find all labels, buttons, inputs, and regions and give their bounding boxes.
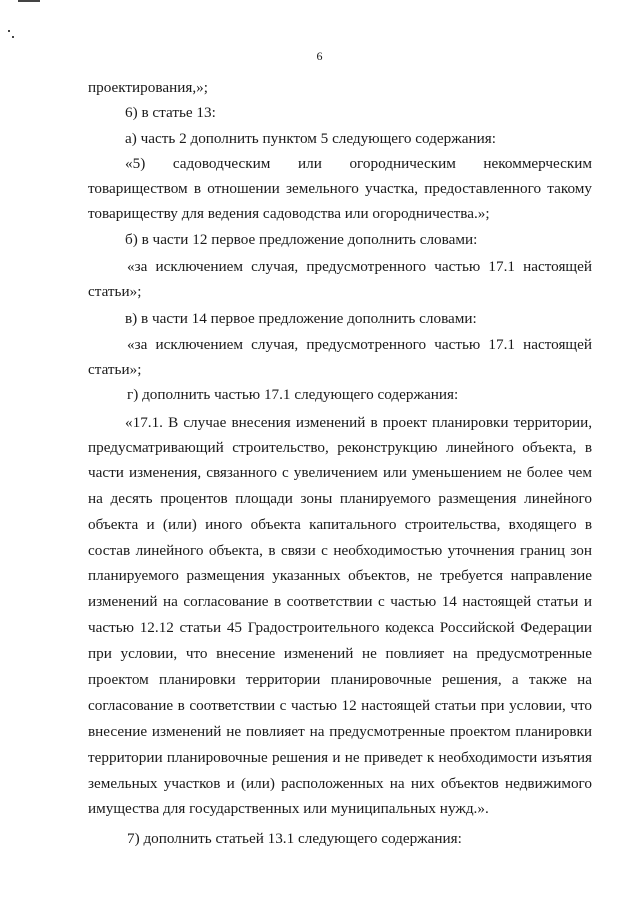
text-line: 6) в статье 13: — [125, 104, 216, 121]
text-line: на десять процентов площади зоны планируемого размещения линейного — [88, 490, 592, 507]
scan-mark-dot — [8, 30, 10, 32]
text-line: внесение изменений не повлияет на предусмотренные проектом планировки — [88, 723, 592, 740]
text-line: б) в части 12 первое предложение дополнить словами: — [125, 231, 478, 248]
text-line: а) часть 2 дополнить пунктом 5 следующего содержания: — [125, 130, 496, 147]
text-line: товариществу для ведения садоводства или огородничества.»; — [88, 205, 490, 222]
text-line: состав линейного объекта, в связи с необходимостью уточнения границ зон — [88, 542, 592, 559]
text-line: «за исключением случая, предусмотренного частью 17.1 настоящей — [127, 336, 592, 353]
text-line: проектирования,»; — [88, 79, 208, 96]
scan-mark-dot-2 — [12, 36, 14, 38]
text-line: «17.1. В случае внесения изменений в проект планировки территории, — [125, 414, 592, 431]
text-line: товариществом в отношении земельного участка, предоставленного такому — [88, 180, 592, 197]
text-line: в) в части 14 первое предложение дополнить словами: — [125, 310, 477, 327]
scan-mark-top — [18, 0, 40, 2]
text-line: частью 12.12 статьи 45 Градостроительного кодекса Российской Федерации — [88, 619, 592, 636]
text-line: части изменения, связанного с увеличением или уменьшением не более чем — [88, 464, 592, 481]
text-line: предусматривающий строительство, реконструкцию линейного объекта, в — [88, 439, 592, 456]
text-line: согласование в соответствии с частью 12 настоящей статьи при условии, что — [88, 697, 592, 714]
text-line: «5) садоводческим или огородническим некоммерческим — [125, 155, 592, 172]
text-line: 7) дополнить статьей 13.1 следующего содержания: — [127, 830, 462, 847]
text-line: статьи»; — [88, 361, 142, 378]
text-line: статьи»; — [88, 283, 142, 300]
text-line: при условии, что внесение изменений не повлияет на предусмотренные — [88, 645, 592, 662]
text-line: объекта и (или) иного объекта капитального строительства, входящего в — [88, 516, 592, 533]
text-line: «за исключением случая, предусмотренного частью 17.1 настоящей — [127, 258, 592, 275]
text-line: проектом планировки территории планировочные решения, а также на — [88, 671, 592, 688]
text-line: земельных участков и (или) расположенных на них объектов недвижимого — [88, 775, 592, 792]
text-line: г) дополнить частью 17.1 следующего содержания: — [127, 386, 459, 403]
page-number: 6 — [316, 49, 323, 63]
text-line: планируемого размещения указанных объектов, не требуется направление — [88, 567, 592, 584]
text-line: территории планировочные решения и не приведет к необходимости изъятия — [88, 749, 592, 766]
text-line: изменений на согласование в соответствии с частью 14 настоящей статьи и — [88, 593, 592, 610]
text-line: имущества для государственных или муниципальных нужд.». — [88, 800, 489, 817]
